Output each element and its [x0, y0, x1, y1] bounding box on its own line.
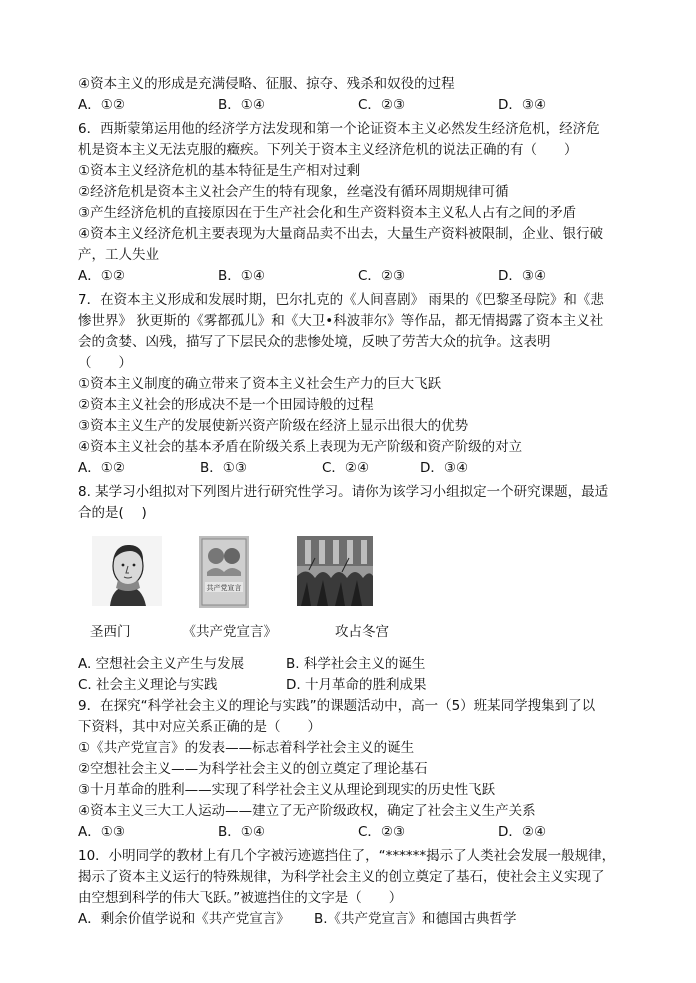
q7-statement-1: ①资本主义制度的确立带来了资本主义社会生产力的巨大飞跃 [78, 376, 442, 392]
q7-statement-3: ③资本主义生产的发展使新兴资产阶级在经济上显示出很大的优势 [78, 418, 469, 434]
winter-palace-photo [297, 536, 373, 606]
manifesto-cover-text: 共产党宣言 [206, 584, 242, 592]
q5-option-a[interactable]: A．①② [78, 97, 125, 113]
q5-option-c[interactable]: C．②③ [358, 97, 406, 113]
q9-statement-3: ③十月革命的胜利——实现了科学社会主义从理论到现实的历史性飞跃 [78, 782, 496, 798]
q8-options-row-2 [78, 675, 634, 696]
q6-stem-line-2: 机是资本主义无法克服的癥疾。下列关于资本主义经济危机的说法正确的有（ ） [78, 142, 578, 158]
exam-page [78, 74, 634, 930]
q7-options [78, 458, 634, 479]
q6-option-b[interactable]: B．①④ [218, 268, 265, 284]
q9-options [78, 822, 634, 843]
q9-option-d[interactable]: D．②④ [498, 824, 547, 840]
q10-stem-line-2: 揭示了资本主义运行的特殊规律，为科学社会主义的创立奠定了基石，使社会主义实现了 [78, 869, 605, 885]
q8-stem-line-2: 合的是( ) [78, 505, 147, 521]
communist-manifesto-cover [199, 536, 249, 608]
q6-option-d[interactable]: D．③④ [498, 268, 547, 284]
caption-manifesto: 《共产党宣言》 [182, 624, 277, 640]
caption-winter-palace: 攻占冬宫 [335, 624, 389, 640]
caption-saint-simon: 圣西门 [90, 624, 131, 640]
q10-options [78, 909, 634, 930]
q9-stem-line-1: 9．在探究“科学社会主义的理论与实践”的课题活动中，高一（5）班某同学搜集到了以 [78, 698, 596, 714]
saint-simon-portrait [92, 536, 162, 606]
q6-option-c[interactable]: C．②③ [358, 268, 406, 284]
q10-stem-line-3: 由空想到科学的伟大飞跃。”被遮挡住的文字是（ ） [78, 890, 403, 906]
q8-options-row-1 [78, 654, 634, 675]
q8-pictures [78, 536, 634, 608]
q5-statement-4: ④资本主义的形成是充满侵略、征服、掠夺、残杀和奴役的过程 [78, 76, 455, 92]
q7-statement-4: ④资本主义社会的基本矛盾在阶级关系上表现为无产阶级和资产阶级的对立 [78, 439, 523, 455]
q10-option-b[interactable]: B.《共产党宣言》和德国古典哲学 [314, 911, 517, 927]
q7-answer-blank: （ ） [78, 355, 132, 371]
q9-option-a[interactable]: A．①③ [78, 824, 125, 840]
q7-option-c[interactable]: C．②④ [322, 460, 370, 476]
q7-option-b[interactable]: B．①③ [200, 460, 247, 476]
q6-option-a[interactable]: A．①② [78, 268, 125, 284]
q10-stem-line-1: 10．小明同学的教材上有几个字被污迹遮挡住了，“******揭示了人类社会发展一般规律， [78, 848, 616, 864]
q9-statement-4: ④资本主义三大工人运动——建立了无产阶级政权，确定了社会主义生产关系 [78, 803, 536, 819]
q6-statement-1: ①资本主义经济危机的基本特征是生产相对过剩 [78, 163, 361, 179]
q7-stem-line-3: 会的贪婪、凶残，描写了下层民众的悲惨处境，反映了劳苦大众的抗争。这表明 [78, 334, 551, 350]
q7-option-d[interactable]: D．③④ [420, 460, 469, 476]
q9-option-b[interactable]: B．①④ [218, 824, 265, 840]
q6-statement-3: ③产生经济危机的直接原因在于生产社会化和生产资料资本主义私人占有之间的矛盾 [78, 205, 577, 221]
q8-option-a[interactable]: A. 空想社会主义产生与发展 [78, 656, 245, 672]
q8-captions [78, 620, 634, 644]
q8-option-b[interactable]: B. 科学社会主义的诞生 [286, 656, 426, 672]
q7-stem-line-2: 惨世界》 狄更斯的《雾都孤儿》和《大卫•科波菲尔》等作品，都无情揭露了资本主义社 [78, 313, 604, 329]
q7-stem-line-1: 7．在资本主义形成和发展时期，巴尔扎克的《人间喜剧》 雨果的《巴黎圣母院》和《悲 [78, 292, 604, 308]
q5-options [78, 95, 634, 116]
q5-option-d[interactable]: D．③④ [498, 97, 547, 113]
q10-option-a[interactable]: A．剩余价值学说和《共产党宣言》 [78, 911, 290, 927]
q8-option-c[interactable]: C. 社会主义理论与实践 [78, 677, 218, 693]
q6-statement-4-line-2: 产，工人失业 [78, 247, 159, 263]
q7-statement-2: ②资本主义社会的形成决不是一个田园诗般的过程 [78, 397, 374, 413]
q9-option-c[interactable]: C．②③ [358, 824, 406, 840]
q6-stem-line-1: 6．西斯蒙第运用他的经济学方法发现和第一个论证资本主义必然发生经济危机，经济危 [78, 121, 600, 137]
q5-option-b[interactable]: B．①④ [218, 97, 265, 113]
q7-option-a[interactable]: A．①② [78, 460, 125, 476]
q6-statement-2: ②经济危机是资本主义社会产生的特有现象，丝毫没有循环周期规律可循 [78, 184, 509, 200]
q6-options [78, 266, 634, 287]
q9-statement-2: ②空想社会主义——为科学社会主义的创立奠定了理论基石 [78, 761, 428, 777]
q8-stem-line-1: 8. 某学习小组拟对下列图片进行研究性学习。请你为该学习小组拟定一个研究课题，最适 [78, 484, 609, 500]
q8-option-d[interactable]: D. 十月革命的胜利成果 [286, 677, 427, 693]
q9-statement-1: ①《共产党宣言》的发表——标志着科学社会主义的诞生 [78, 740, 415, 756]
q6-statement-4-line-1: ④资本主义经济危机主要表现为大量商品卖不出去，大量生产资料被限制，企业、银行破 [78, 226, 604, 242]
q9-stem-line-2: 下资料，其中对应关系正确的是（ ） [78, 719, 321, 735]
